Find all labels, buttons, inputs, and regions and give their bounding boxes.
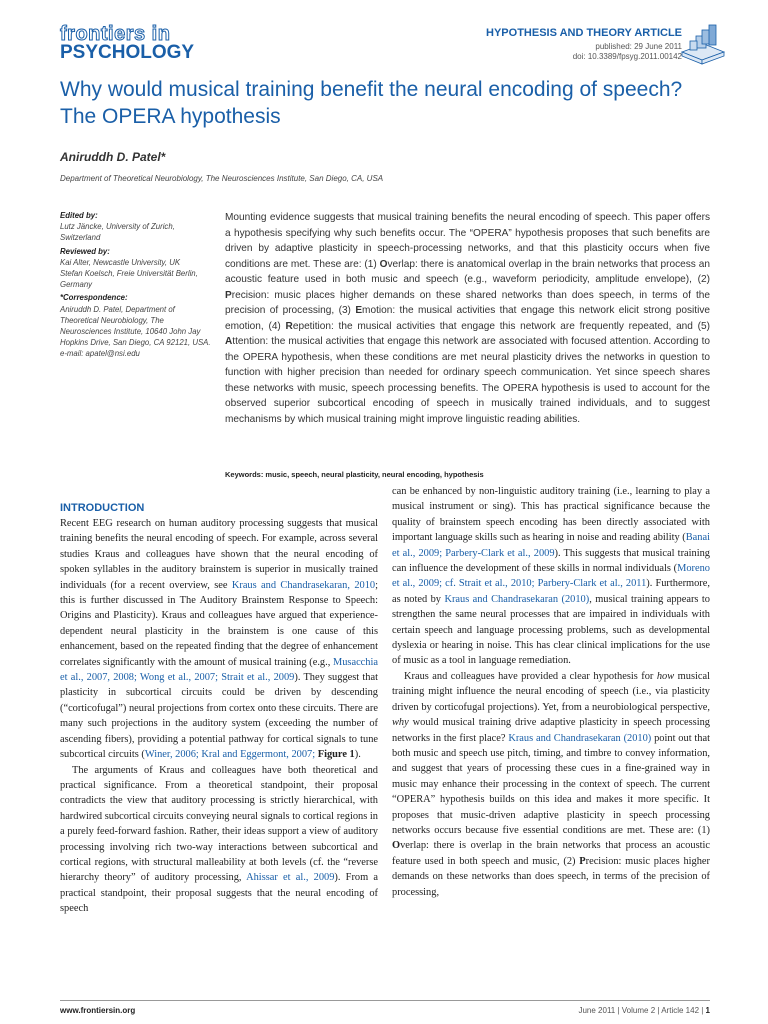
citation-link[interactable]: Kraus and Chandrasekaran, 2010 xyxy=(231,579,376,591)
body-column-right xyxy=(392,484,710,900)
footer-divider xyxy=(60,1000,710,1001)
article-title: Why would musical training benefit the neural encoding of speech? The OPERA hypothesis xyxy=(60,78,683,128)
reviewer: Kai Alter, Newcastle University, UK xyxy=(60,257,181,267)
journal-logo-line1: frontiers in xyxy=(60,23,171,45)
paragraph: Kraus and colleagues have provided a clear hypothesis for how musical training might influence the neural encoding of speech (i.e., via plasticity driven by corticofugal projections). Yet, from a neurobiological perspective, why would musical training drive adaptive plasticity in speech processing networks in the first place? Kraus and Chandrasekaran (2010) point out that both music and speech use pitch, timing, and timbre to convey information, and suggest that years of processing these cues in a fine-grained way in music may enhance their processing in the context of speech. The current “OPERA” hypothesis builds on this idea and makes it more specific. It proposes that music-driven adaptive plasticity in speech processing networks occurs because five essential conditions are met. These are: (1) Overlap: there is overlap in the brain networks that process an acoustic feature used in both speech and music, (2) Precision: music places higher demands on these networks than does speech, in terms of the precision of processing, xyxy=(392,670,711,898)
correspondence-label: *Correspondence: xyxy=(60,293,128,303)
body-column-left xyxy=(60,516,378,917)
affiliation: Department of Theoretical Neurobiology, The Neurosciences Institute, San Diego, CA, USA xyxy=(60,174,384,183)
editor: Lutz Jäncke, University of Zurich, Switzerland xyxy=(60,222,175,243)
footer-info: June 2011 | Volume 2 | Article 142 | 1 xyxy=(578,1006,710,1015)
citation-link[interactable]: Musacchia et al., 2007, 2008; Wong et al., 2007; Strait et al., 2009 xyxy=(60,656,378,684)
footer-url[interactable]: www.frontiersin.org xyxy=(60,1006,136,1015)
citation-link[interactable]: Banai et al., 2009; Parbery-Clark et al., 2009 xyxy=(392,532,710,559)
hypothesis-theory-icon xyxy=(678,22,728,66)
citation-link[interactable]: Moreno et al., 2009; cf. Strait et al., 2010; Parbery-Clark et al., 2011 xyxy=(392,563,710,590)
figure-link[interactable]: Figure 1 xyxy=(317,749,355,761)
article-type: HYPOTHESIS AND THEORY ARTICLE xyxy=(486,27,682,39)
edited-by-label: Edited by: xyxy=(60,211,98,220)
correspondence-email[interactable]: e-mail: apatel@nsi.edu xyxy=(60,349,140,359)
journal-logo-line2: PSYCHOLOGY xyxy=(60,42,195,63)
citation-link[interactable]: Ahissar et al., 2009 xyxy=(246,872,335,884)
editorial-sidebar xyxy=(60,210,215,360)
section-heading: INTRODUCTION xyxy=(60,502,145,514)
correspondence-address: Aniruddh D. Patel, Department of Theoretical Neurobiology, The Neurosciences Institute, 10640 John Jay Hopkins Drive, San Diego, CA 92121, USA. xyxy=(60,304,211,348)
paragraph: can be enhanced by non-linguistic auditory training (i.e., learning to play a musical instrument or sing). This has practical significance because the quality of brainstem speech encoding has been directly associated with important language skills such as hearing in noise and reading ability (Banai et al., 2009; Parbery-Clark et al., 2009). This suggests that musical training can influence the development of these skills in normal individuals (Moreno et al., 2009; cf. Strait et al., 2010; Parbery-Clark et al., 2011). Furthermore, as noted by Kraus and Chandrasekaran (2010), musical training appears to strengthen the same neural processes that are impaired in individuals with certain speech and language processing problems, such as developmental dyslexia or hearing in noise. This has clear clinical implications for the use of music as a tool in language remediation. xyxy=(392,486,711,667)
page-number: 1 xyxy=(705,1006,710,1015)
author: Aniruddh D. Patel* xyxy=(60,150,166,164)
published-date: published: 29 June 2011 xyxy=(595,42,682,51)
citation-link[interactable]: Winer, 2006; Kral and Eggermont, 2007; xyxy=(144,749,318,761)
citation-link[interactable]: Kraus and Chandrasekaran (2010) xyxy=(508,732,652,744)
doi: doi: 10.3389/fpsyg.2011.00142 xyxy=(572,52,682,61)
reviewed-by-label: Reviewed by: xyxy=(60,246,110,256)
paragraph: The arguments of Kraus and colleagues have both theoretical and practical significance. From a theoretical standpoint, their proposal contradicts the view that auditory processing is strictly hierarchical, with hardwired subcortical circuits conveying neural signals to cortical regions in a purely feed-forward fashion. Rather, their ideas support a view of auditory processing involving rich two-way interactions between subcortical and cortical regions, with structural malleability at both levels (cf. the “reverse hierarchy theory” of auditory processing, Ahissar et al., 2009). From a practical standpoint, their proposal suggests that the neural encoding of speech xyxy=(60,764,378,915)
abstract: Mounting evidence suggests that musical training benefits the neural encoding of speech. This paper offers a hypothesis specifying why such benefits occur. The “OPERA” hypothesis proposes that such benefits are driven by adaptive plasticity in speech-processing networks, and that this plasticity occurs when five conditions are met. These are: (1) Overlap: there is anatomical overlap in the brain networks that process an acoustic feature used in both music and speech (e.g., waveform periodicity, amplitude envelope), (2) Precision: music places higher demands on these shared networks than does speech, in terms of the precision of processing, (3) Emotion: the musical activities that engage this network elicit strong positive emotion, (4) Repetition: the musical activities that engage this network are frequently repeated, and (5) Attention: the musical activities that engage this network are associated with focused attention. According to the OPERA hypothesis, when these conditions are met neural plasticity drives the networks in question to function with higher precision than needed for ordinary speech communication. Yet since speech shares these networks with music, speech processing benefits. The OPERA hypothesis is used to account for the observed superior subcortical encoding of speech in musically trained individuals, and to suggest mechanisms by which musical training might improve linguistic reading abilities. xyxy=(225,212,710,425)
citation-link[interactable]: Kraus and Chandrasekaran (2010) xyxy=(444,593,590,605)
reviewer: Stefan Koelsch, Freie Universität Berlin, Germany xyxy=(60,269,198,290)
paragraph: Recent EEG research on human auditory processing suggests that musical training benefits the neural encoding of speech. For example, across several studies Kraus and colleagues have shown that the neural encoding of spoken syllables in the auditory brainstem is superior in musically trained individuals (for a recent overview, see Kraus and Chandrasekaran, 2010; this is further discussed in The Auditory Brainstem Response to Speech: Origins and Plasticity). Kraus and colleagues have argued that experience-dependent neural plasticity in the brainstem is one cause of this enhancement, based on the repeated finding that the degree of enhancement correlates significantly with the amount of musical training (e.g., Musacchia et al., 2007, 2008; Wong et al., 2007; Strait et al., 2009). They suggest that plasticity in subcortical circuits could be driven by descending (“corticofugal”) neural projections from cortex onto these circuits. There are many such projections in the auditory system (exceeding the number of ascending fibers), providing a potential pathway for cortical signals to tune subcortical circuits (Winer, 2006; Kral and Eggermont, 2007; Figure 1). xyxy=(60,518,379,761)
keywords: Keywords: music, speech, neural plasticity, neural encoding, hypothesis xyxy=(225,470,484,479)
